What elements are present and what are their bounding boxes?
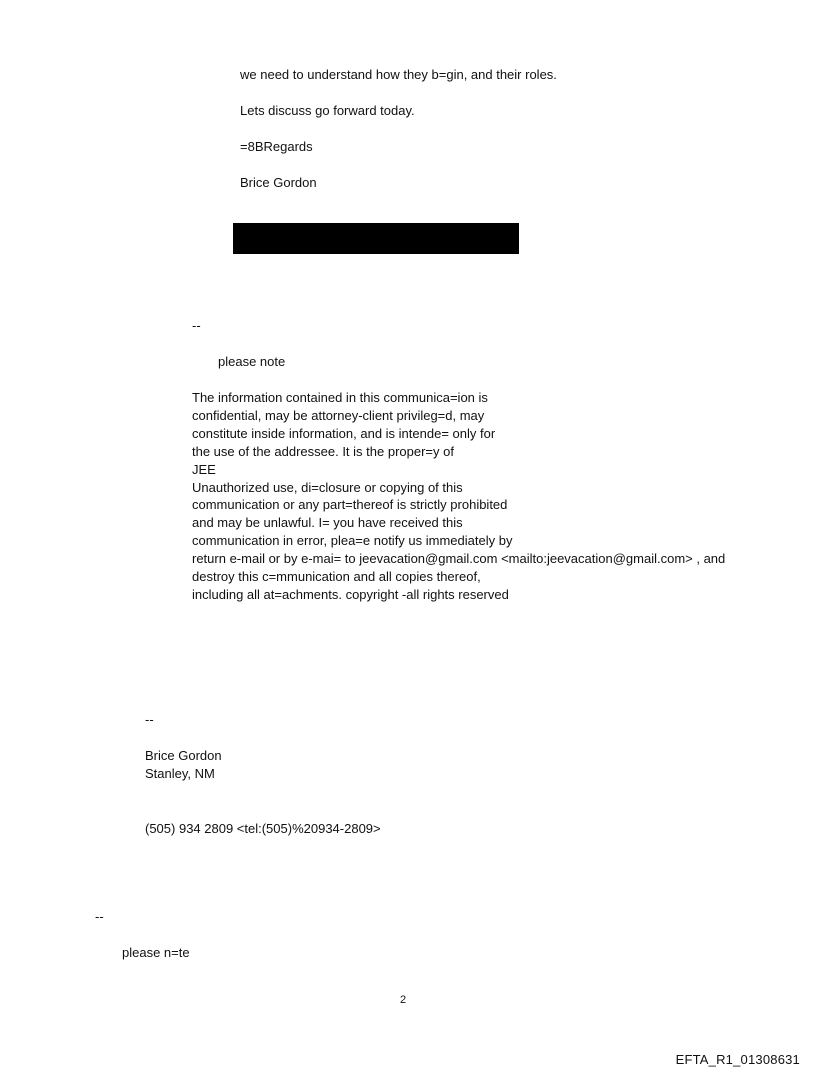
disclaimer-line: confidential, may be attorney-client privileg=d, may xyxy=(192,407,485,423)
signature-location: Stanley, NM xyxy=(145,766,215,781)
disclaimer-line: The information contained in this communica=ion is xyxy=(192,390,488,405)
disclaimer-line: including all at=achments. copyright -all rights reserved xyxy=(192,586,509,602)
redaction-block xyxy=(233,223,519,254)
disclaimer-line: communication in error, plea=e notify us immediately by xyxy=(192,533,513,549)
email-body-line: =8BRegards xyxy=(240,139,313,154)
note-heading: please note xyxy=(218,354,286,369)
disclaimer-line: and may be unlawful. I= you have received this xyxy=(192,515,463,531)
disclaimer-line: constitute inside information, and is intende= only for xyxy=(192,425,496,441)
bates-number: EFTA_R1_01308631 xyxy=(675,1052,800,1067)
email-body-line: Lets discuss go forward today. xyxy=(240,103,415,118)
quote-separator: -- xyxy=(192,318,201,333)
disclaimer-line: Unauthorized use, di=closure or copying of this xyxy=(192,479,463,495)
disclaimer-line: communication or any part=thereof is strictly prohibited xyxy=(192,497,508,513)
disclaimer-line-email-link: return e-mail or by e-mai= to jeevacation@gmail.com <mailto:jeevacation@gmail.com> , and xyxy=(192,551,726,567)
quote-separator: -- xyxy=(95,909,104,924)
disclaimer-line: the use of the addressee. It is the proper=y of xyxy=(192,443,454,459)
email-body-line: we need to understand how they b=gin, and their roles. xyxy=(240,67,557,82)
signature-phone: (505) 934 2809 <tel:(505)%20934-2809> xyxy=(145,821,381,836)
signature-name: Brice Gordon xyxy=(145,748,222,763)
signature-separator: -- xyxy=(145,712,154,727)
disclaimer-block xyxy=(192,389,725,604)
note-heading: please n=te xyxy=(122,945,190,960)
page-number: 2 xyxy=(400,994,407,1006)
disclaimer-line: destroy this c=mmunication and all copies thereof, xyxy=(192,569,481,585)
email-signature-name: Brice Gordon xyxy=(240,175,317,190)
disclaimer-line: JEE xyxy=(192,461,216,477)
